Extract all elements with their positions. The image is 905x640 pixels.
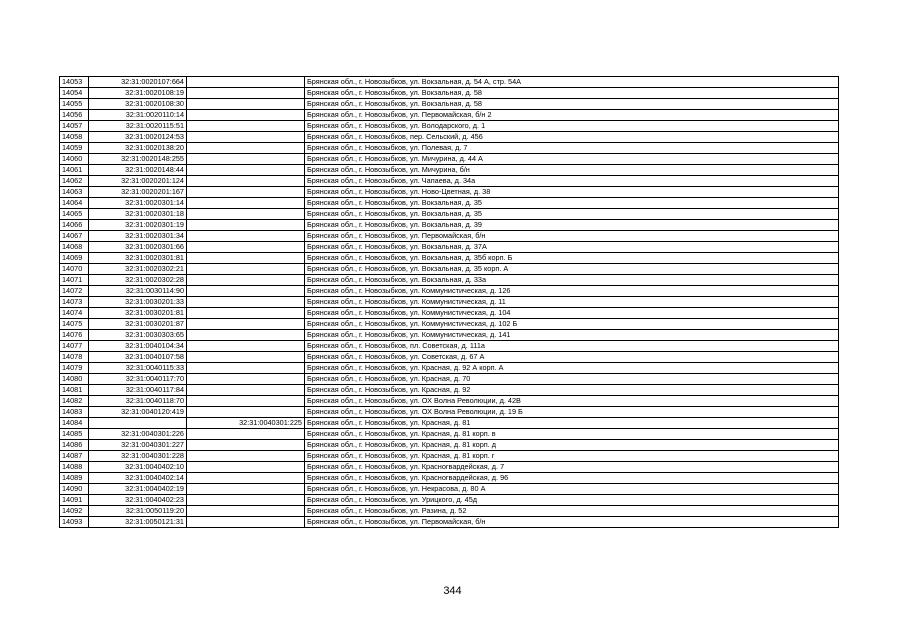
previous-cadastral-number-cell bbox=[187, 253, 305, 264]
previous-cadastral-number-cell bbox=[187, 165, 305, 176]
table-row bbox=[60, 385, 839, 396]
previous-cadastral-number-cell bbox=[187, 407, 305, 418]
previous-cadastral-number-cell bbox=[187, 231, 305, 242]
address-cell: Брянская обл., г. Новозыбков, ул. Вокзальная, д. 35 корп. А bbox=[305, 264, 839, 275]
address-cell: Брянская обл., г. Новозыбков, ул. Вокзальная, д. 33а bbox=[305, 275, 839, 286]
previous-cadastral-number-cell bbox=[187, 88, 305, 99]
previous-cadastral-number-cell bbox=[187, 187, 305, 198]
table-row bbox=[60, 132, 839, 143]
row-number-cell: 14086 bbox=[60, 440, 89, 451]
address-cell: Брянская обл., г. Новозыбков, ул. Вокзальная, д. 35 bbox=[305, 198, 839, 209]
table-row bbox=[60, 176, 839, 187]
row-number-cell: 14063 bbox=[60, 187, 89, 198]
table-row bbox=[60, 198, 839, 209]
address-cell: Брянская обл., г. Новозыбков, ул. Первомайская, б/н 2 bbox=[305, 110, 839, 121]
table-row bbox=[60, 495, 839, 506]
row-number-cell: 14087 bbox=[60, 451, 89, 462]
table-row bbox=[60, 517, 839, 528]
table-row bbox=[60, 209, 839, 220]
cadastral-number-cell: 32:31:0020201:167 bbox=[89, 187, 187, 198]
previous-cadastral-number-cell bbox=[187, 132, 305, 143]
address-cell: Брянская обл., г. Новозыбков, ул. Вокзальная, д. 58 bbox=[305, 99, 839, 110]
cadastral-number-cell: 32:31:0030303:65 bbox=[89, 330, 187, 341]
row-number-cell: 14070 bbox=[60, 264, 89, 275]
table-row bbox=[60, 275, 839, 286]
row-number-cell: 14053 bbox=[60, 77, 89, 88]
cadastral-number-cell: 32:31:0050119:20 bbox=[89, 506, 187, 517]
address-cell: Брянская обл., г. Новозыбков, ул. ОХ Волна Революции, д. 42В bbox=[305, 396, 839, 407]
row-number-cell: 14090 bbox=[60, 484, 89, 495]
cadastral-number-cell: 32:31:0020148:44 bbox=[89, 165, 187, 176]
table-row bbox=[60, 242, 839, 253]
address-cell: Брянская обл., г. Новозыбков, ул. Советская, д. 67 А bbox=[305, 352, 839, 363]
row-number-cell: 14069 bbox=[60, 253, 89, 264]
row-number-cell: 14082 bbox=[60, 396, 89, 407]
previous-cadastral-number-cell bbox=[187, 319, 305, 330]
previous-cadastral-number-cell bbox=[187, 495, 305, 506]
address-cell: Брянская обл., г. Новозыбков, ул. Разина, д. 52 bbox=[305, 506, 839, 517]
address-cell: Брянская обл., г. Новозыбков, пер. Сельский, д. 456 bbox=[305, 132, 839, 143]
cadastral-number-cell: 32:31:0030201:33 bbox=[89, 297, 187, 308]
registry-table-body bbox=[60, 77, 839, 528]
row-number-cell: 14085 bbox=[60, 429, 89, 440]
address-cell: Брянская обл., г. Новозыбков, ул. Коммунистическая, д. 102 Б bbox=[305, 319, 839, 330]
cadastral-number-cell: 32:31:0020301:34 bbox=[89, 231, 187, 242]
previous-cadastral-number-cell bbox=[187, 77, 305, 88]
previous-cadastral-number-cell bbox=[187, 462, 305, 473]
table-row bbox=[60, 154, 839, 165]
table-row bbox=[60, 484, 839, 495]
table-row bbox=[60, 143, 839, 154]
cadastral-number-cell: 32:31:0040118:70 bbox=[89, 396, 187, 407]
previous-cadastral-number-cell bbox=[187, 176, 305, 187]
row-number-cell: 14056 bbox=[60, 110, 89, 121]
table-row bbox=[60, 330, 839, 341]
row-number-cell: 14079 bbox=[60, 363, 89, 374]
table-row bbox=[60, 396, 839, 407]
address-cell: Брянская обл., г. Новозыбков, ул. Красная, д. 70 bbox=[305, 374, 839, 385]
row-number-cell: 14083 bbox=[60, 407, 89, 418]
table-row bbox=[60, 264, 839, 275]
row-number-cell: 14075 bbox=[60, 319, 89, 330]
address-cell: Брянская обл., г. Новозыбков, ул. Первомайская, б/н bbox=[305, 231, 839, 242]
address-cell: Брянская обл., г. Новозыбков, ул. Вокзальная, д. 35 bbox=[305, 209, 839, 220]
table-row bbox=[60, 220, 839, 231]
row-number-cell: 14057 bbox=[60, 121, 89, 132]
cadastral-number-cell: 32:31:0040120:419 bbox=[89, 407, 187, 418]
previous-cadastral-number-cell bbox=[187, 429, 305, 440]
address-cell: Брянская обл., г. Новозыбков, ул. Ново-Цветная, д. 38 bbox=[305, 187, 839, 198]
cadastral-number-cell: 32:31:0040117:84 bbox=[89, 385, 187, 396]
previous-cadastral-number-cell bbox=[187, 275, 305, 286]
table-row bbox=[60, 319, 839, 330]
registry-table bbox=[59, 76, 839, 528]
table-row bbox=[60, 99, 839, 110]
address-cell: Брянская обл., г. Новозыбков, ул. Коммунистическая, д. 11 bbox=[305, 297, 839, 308]
previous-cadastral-number-cell bbox=[187, 330, 305, 341]
row-number-cell: 14054 bbox=[60, 88, 89, 99]
cadastral-number-cell: 32:31:0040117:70 bbox=[89, 374, 187, 385]
cadastral-number-cell: 32:31:0050121:31 bbox=[89, 517, 187, 528]
previous-cadastral-number-cell bbox=[187, 506, 305, 517]
table-row bbox=[60, 341, 839, 352]
table-row bbox=[60, 297, 839, 308]
address-cell: Брянская обл., г. Новозыбков, ул. Мичурина, д. 44 А bbox=[305, 154, 839, 165]
table-row bbox=[60, 407, 839, 418]
address-cell: Брянская обл., г. Новозыбков, ул. Первомайская, б/н bbox=[305, 517, 839, 528]
cadastral-number-cell: 32:31:0020301:81 bbox=[89, 253, 187, 264]
row-number-cell: 14065 bbox=[60, 209, 89, 220]
previous-cadastral-number-cell bbox=[187, 374, 305, 385]
previous-cadastral-number-cell bbox=[187, 209, 305, 220]
cadastral-number-cell: 32:31:0040402:14 bbox=[89, 473, 187, 484]
cadastral-number-cell: 32:31:0030201:87 bbox=[89, 319, 187, 330]
cadastral-number-cell: 32:31:0020201:124 bbox=[89, 176, 187, 187]
row-number-cell: 14068 bbox=[60, 242, 89, 253]
row-number-cell: 14080 bbox=[60, 374, 89, 385]
row-number-cell: 14062 bbox=[60, 176, 89, 187]
cadastral-number-cell: 32:31:0040301:227 bbox=[89, 440, 187, 451]
address-cell: Брянская обл., г. Новозыбков, ул. Коммунистическая, д. 126 bbox=[305, 286, 839, 297]
previous-cadastral-number-cell bbox=[187, 242, 305, 253]
row-number-cell: 14091 bbox=[60, 495, 89, 506]
previous-cadastral-number-cell bbox=[187, 473, 305, 484]
table-row bbox=[60, 88, 839, 99]
table-row bbox=[60, 429, 839, 440]
row-number-cell: 14077 bbox=[60, 341, 89, 352]
table-row bbox=[60, 462, 839, 473]
previous-cadastral-number-cell bbox=[187, 517, 305, 528]
previous-cadastral-number-cell bbox=[187, 363, 305, 374]
address-cell: Брянская обл., г. Новозыбков, ул. Коммунистическая, д. 141 bbox=[305, 330, 839, 341]
cadastral-number-cell: 32:31:0030114:90 bbox=[89, 286, 187, 297]
page-number: 344 bbox=[443, 585, 462, 597]
previous-cadastral-number-cell bbox=[187, 220, 305, 231]
cadastral-number-cell: 32:31:0040107:58 bbox=[89, 352, 187, 363]
previous-cadastral-number-cell bbox=[187, 154, 305, 165]
row-number-cell: 14081 bbox=[60, 385, 89, 396]
row-number-cell: 14058 bbox=[60, 132, 89, 143]
previous-cadastral-number-cell bbox=[187, 396, 305, 407]
address-cell: Брянская обл., г. Новозыбков, ул. Мичурина, б/н bbox=[305, 165, 839, 176]
previous-cadastral-number-cell bbox=[187, 352, 305, 363]
cadastral-number-cell: 32:31:0040402:19 bbox=[89, 484, 187, 495]
previous-cadastral-number-cell: 32:31:0040301:225 bbox=[187, 418, 305, 429]
row-number-cell: 14059 bbox=[60, 143, 89, 154]
table-row bbox=[60, 165, 839, 176]
table-row bbox=[60, 231, 839, 242]
row-number-cell: 14093 bbox=[60, 517, 89, 528]
cadastral-number-cell: 32:31:0020302:21 bbox=[89, 264, 187, 275]
row-number-cell: 14092 bbox=[60, 506, 89, 517]
row-number-cell: 14073 bbox=[60, 297, 89, 308]
cadastral-number-cell: 32:31:0040104:34 bbox=[89, 341, 187, 352]
table-row bbox=[60, 418, 839, 429]
address-cell: Брянская обл., г. Новозыбков, ул. Красная, д. 81 bbox=[305, 418, 839, 429]
table-row bbox=[60, 374, 839, 385]
previous-cadastral-number-cell bbox=[187, 308, 305, 319]
address-cell: Брянская обл., г. Новозыбков, ул. Красная, д. 81 корп. д bbox=[305, 440, 839, 451]
table-row bbox=[60, 286, 839, 297]
previous-cadastral-number-cell bbox=[187, 121, 305, 132]
address-cell: Брянская обл., г. Новозыбков, ул. Некрасова, д. 80 А bbox=[305, 484, 839, 495]
previous-cadastral-number-cell bbox=[187, 451, 305, 462]
address-cell: Брянская обл., г. Новозыбков, ул. Красная, д. 81 корп. в bbox=[305, 429, 839, 440]
cadastral-number-cell: 32:31:0020301:18 bbox=[89, 209, 187, 220]
cadastral-number-cell: 32:31:0020108:19 bbox=[89, 88, 187, 99]
cadastral-number-cell: 32:31:0020110:14 bbox=[89, 110, 187, 121]
previous-cadastral-number-cell bbox=[187, 440, 305, 451]
previous-cadastral-number-cell bbox=[187, 143, 305, 154]
table-row bbox=[60, 187, 839, 198]
previous-cadastral-number-cell bbox=[187, 484, 305, 495]
cadastral-number-cell: 32:31:0020138:20 bbox=[89, 143, 187, 154]
cadastral-number-cell: 32:31:0040301:228 bbox=[89, 451, 187, 462]
address-cell: Брянская обл., г. Новозыбков, ул. ОХ Волна Революции, д. 19 Б bbox=[305, 407, 839, 418]
row-number-cell: 14089 bbox=[60, 473, 89, 484]
previous-cadastral-number-cell bbox=[187, 264, 305, 275]
address-cell: Брянская обл., г. Новозыбков, ул. Красная, д. 81 корп. г bbox=[305, 451, 839, 462]
table-row bbox=[60, 352, 839, 363]
cadastral-number-cell: 32:31:0020301:19 bbox=[89, 220, 187, 231]
cadastral-number-cell bbox=[89, 418, 187, 429]
previous-cadastral-number-cell bbox=[187, 99, 305, 110]
cadastral-number-cell: 32:31:0040115:33 bbox=[89, 363, 187, 374]
row-number-cell: 14055 bbox=[60, 99, 89, 110]
cadastral-number-cell: 32:31:0020302:28 bbox=[89, 275, 187, 286]
table-row bbox=[60, 440, 839, 451]
address-cell: Брянская обл., г. Новозыбков, ул. Вокзальная, д. 54 А, стр. 54А bbox=[305, 77, 839, 88]
row-number-cell: 14076 bbox=[60, 330, 89, 341]
row-number-cell: 14078 bbox=[60, 352, 89, 363]
address-cell: Брянская обл., г. Новозыбков, ул. Чапаева, д. 34а bbox=[305, 176, 839, 187]
address-cell: Брянская обл., г. Новозыбков, пл. Советская, д. 111а bbox=[305, 341, 839, 352]
row-number-cell: 14074 bbox=[60, 308, 89, 319]
previous-cadastral-number-cell bbox=[187, 110, 305, 121]
table-row bbox=[60, 451, 839, 462]
row-number-cell: 14071 bbox=[60, 275, 89, 286]
table-row bbox=[60, 363, 839, 374]
table-row bbox=[60, 308, 839, 319]
address-cell: Брянская обл., г. Новозыбков, ул. Полевая, д. 7 bbox=[305, 143, 839, 154]
cadastral-number-cell: 32:31:0020124:53 bbox=[89, 132, 187, 143]
address-cell: Брянская обл., г. Новозыбков, ул. Вокзальная, д. 58 bbox=[305, 88, 839, 99]
cadastral-number-cell: 32:31:0020107:664 bbox=[89, 77, 187, 88]
address-cell: Брянская обл., г. Новозыбков, ул. Володарского, д. 1 bbox=[305, 121, 839, 132]
cadastral-number-cell: 32:31:0020148:255 bbox=[89, 154, 187, 165]
address-cell: Брянская обл., г. Новозыбков, ул. Красногвардейская, д. 96 bbox=[305, 473, 839, 484]
cadastral-number-cell: 32:31:0020301:66 bbox=[89, 242, 187, 253]
row-number-cell: 14067 bbox=[60, 231, 89, 242]
table-row bbox=[60, 121, 839, 132]
table-row bbox=[60, 473, 839, 484]
address-cell: Брянская обл., г. Новозыбков, ул. Коммунистическая, д. 104 bbox=[305, 308, 839, 319]
cadastral-number-cell: 32:31:0040402:10 bbox=[89, 462, 187, 473]
cadastral-number-cell: 32:31:0040301:226 bbox=[89, 429, 187, 440]
previous-cadastral-number-cell bbox=[187, 286, 305, 297]
table-row bbox=[60, 77, 839, 88]
previous-cadastral-number-cell bbox=[187, 341, 305, 352]
address-cell: Брянская обл., г. Новозыбков, ул. Вокзальная, д. 39 bbox=[305, 220, 839, 231]
previous-cadastral-number-cell bbox=[187, 198, 305, 209]
table-row bbox=[60, 253, 839, 264]
row-number-cell: 14088 bbox=[60, 462, 89, 473]
cadastral-number-cell: 32:31:0020115:51 bbox=[89, 121, 187, 132]
row-number-cell: 14061 bbox=[60, 165, 89, 176]
row-number-cell: 14084 bbox=[60, 418, 89, 429]
cadastral-number-cell: 32:31:0040402:23 bbox=[89, 495, 187, 506]
previous-cadastral-number-cell bbox=[187, 297, 305, 308]
cadastral-number-cell: 32:31:0020108:30 bbox=[89, 99, 187, 110]
row-number-cell: 14060 bbox=[60, 154, 89, 165]
address-cell: Брянская обл., г. Новозыбков, ул. Урицкого, д. 45д bbox=[305, 495, 839, 506]
address-cell: Брянская обл., г. Новозыбков, ул. Красногвардейская, д. 7 bbox=[305, 462, 839, 473]
address-cell: Брянская обл., г. Новозыбков, ул. Красная, д. 92 А корп. А bbox=[305, 363, 839, 374]
row-number-cell: 14064 bbox=[60, 198, 89, 209]
address-cell: Брянская обл., г. Новозыбков, ул. Вокзальная, д. 35б корп. Б bbox=[305, 253, 839, 264]
row-number-cell: 14066 bbox=[60, 220, 89, 231]
table-row bbox=[60, 506, 839, 517]
address-cell: Брянская обл., г. Новозыбков, ул. Вокзальная, д. 37А bbox=[305, 242, 839, 253]
cadastral-number-cell: 32:31:0020301:14 bbox=[89, 198, 187, 209]
cadastral-number-cell: 32:31:0030201:81 bbox=[89, 308, 187, 319]
row-number-cell: 14072 bbox=[60, 286, 89, 297]
table-row bbox=[60, 110, 839, 121]
address-cell: Брянская обл., г. Новозыбков, ул. Красная, д. 92 bbox=[305, 385, 839, 396]
previous-cadastral-number-cell bbox=[187, 385, 305, 396]
